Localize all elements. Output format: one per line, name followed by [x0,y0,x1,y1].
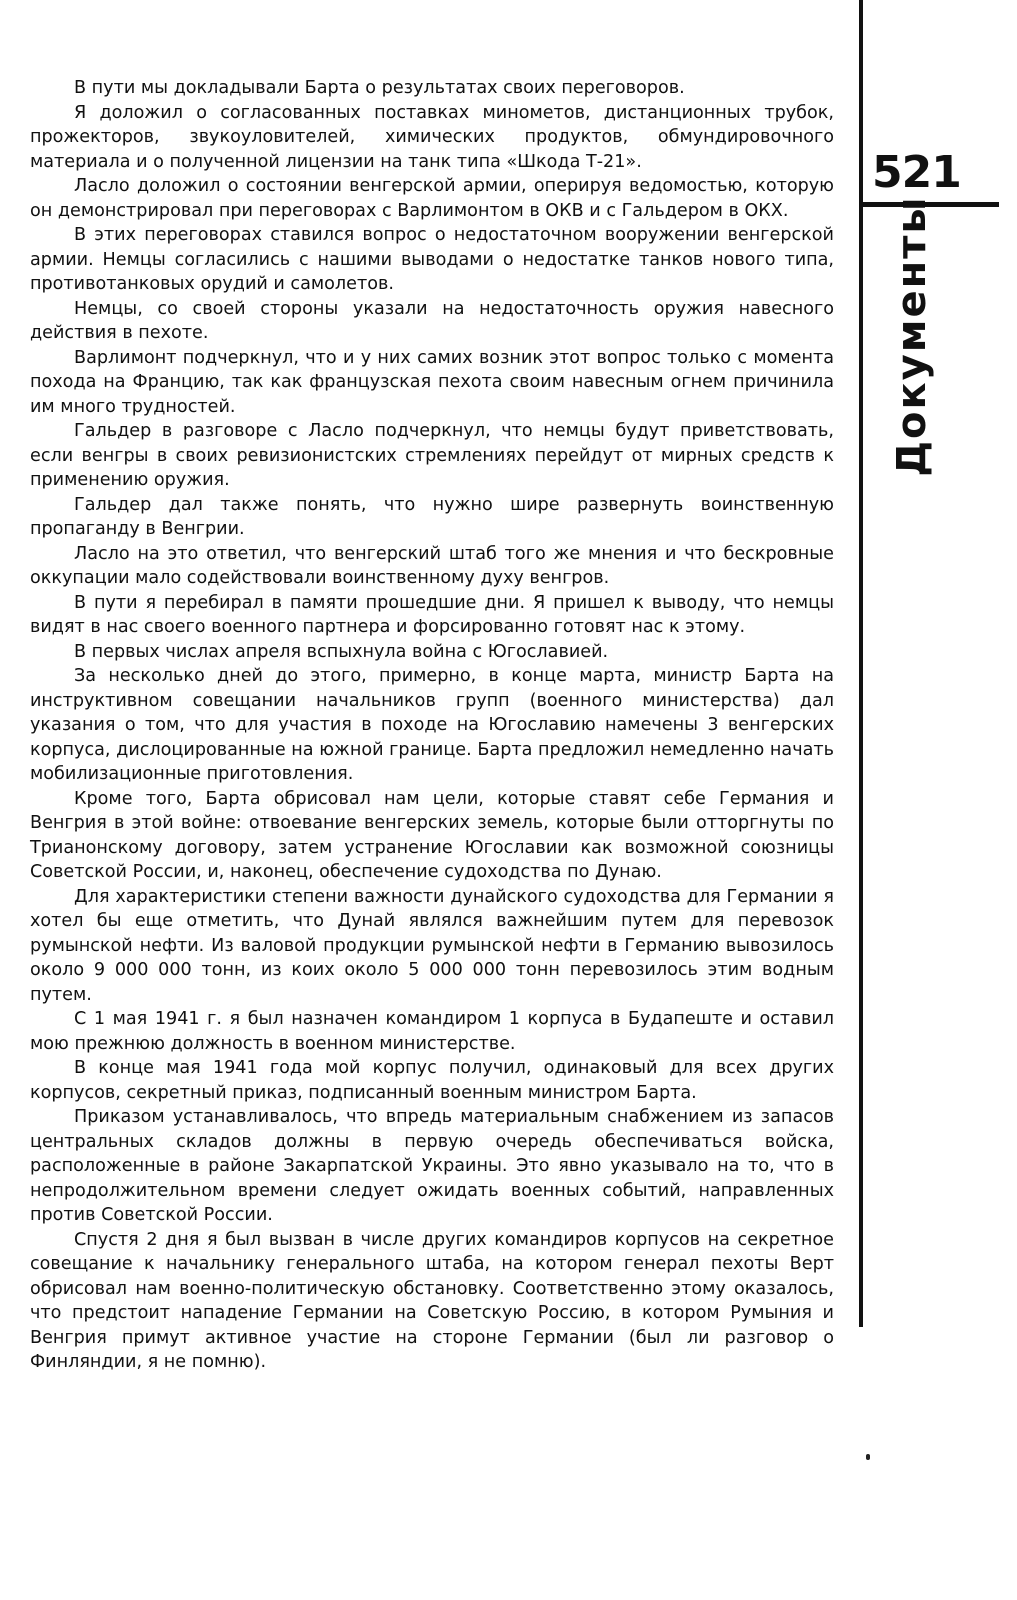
paragraph: В конце мая 1941 года мой корпус получил, одинаковый для всех других корпусов, секретный приказ, подписанный военным министром Барта. [30,1058,834,1103]
margin-rule-vertical [859,0,863,1327]
page-number: 521 [872,147,961,198]
paragraph: С 1 мая 1941 г. я был назначен командиром 1 корпуса в Будапеште и оставил мою прежнюю должность в военном министерстве. [30,1009,834,1054]
paragraph: Немцы, со своей стороны указали на недостаточность оружия навесного действия в пехоте. [30,298,834,343]
paragraph: За несколько дней до этого, примерно, в конце марта, министр Барта на инструктивном совещании начальников групп (военного министерства) дал указания о том, что для участия в походе на Югославию намечены 3 венгерских корпуса, дислоцированные на южной границе. Барта предложил немедленно начать мобилизационные приготовления. [30,666,834,784]
paragraph: В пути я перебирал в памяти прошедшие дни. Я пришел к выводу, что немцы видят в нас своего военного партнера и форсированно готовят нас к этому. [30,592,834,637]
paragraph: Ласло на это ответил, что венгерский штаб того же мнения и что бескровные оккупации мало содействовали воинственному духу венгров. [30,543,834,588]
paragraph: Гальдер дал также понять, что нужно шире развернуть воинственную пропаганду в Венгрии. [30,494,834,539]
paragraph: Гальдер в разговоре с Ласло подчеркнул, что немцы будут приветствовать, если венгры в своих ревизионистских стремлениях перейдут от мирных средств к применению оружия. [30,421,834,490]
margin-speck [866,1454,870,1460]
section-title: Документы [889,195,935,477]
paragraph: В первых числах апреля вспыхнула война с Югославией. [74,641,609,662]
paragraph: Спустя 2 дня я был вызван в числе других командиров корпусов на секретное совещание к начальнику генерального штаба, на котором генерал пехоты Верт обрисовал нам военно-политическую обстановку. Соответственно этому оказалось, что предстоит нападение Германии на Советскую Россию, в котором Румыния и Венгрия примут активное участие на стороне Германии (был ли разговор о Финляндии, я не помню). [30,1229,834,1372]
paragraph: Варлимонт подчеркнул, что и у них самих возник этот вопрос только с момента похода на Францию, так как французская пехота своим навесным огнем причинила им много трудностей. [30,347,834,417]
paragraph: Кроме того, Барта обрисовал нам цели, которые ставят себе Германия и Венгрия в этой войне: отвоевание венгерских земель, которые были отторгнуты по Трианонскому договору, затем устранение Югославии как возможной союзницы Советской России, и, наконец, обеспечение судоходства по Дунаю. [30,788,834,882]
paragraph: Ласло доложил о состоянии венгерской армии, оперируя ведомостью, которую он демонстрировал при переговорах с Варлимонтом в ОКВ и с Гальдером в ОКХ. [30,176,834,221]
paragraph: В этих переговорах ставился вопрос о недостаточном вооружении венгерской армии. Немцы согласились с нашими выводами о недостатке танков нового типа, противотанковых орудий и самолетов. [30,225,834,294]
body-text [30,76,834,1375]
paragraph: Для характеристики степени важности дунайского судоходства для Германии я хотел бы еще отметить, что Дунай являлся важнейшим путем для перевозок румынской нефти. Из валовой продукции румынской нефти в Германию вывозилось около 9 000 000 тонн, из коих около 5 000 000 тонн перевозилось этим водным путем. [30,886,834,1005]
paragraph: Приказом устанавливалось, что впредь материальным снабжением из запасов центральных складов должны в первую очередь обеспечиваться войска, расположенные в районе Закарпатской Украины. Это явно указывало на то, что в непродолжительном времени следует ожидать военных событий, направленных против Советской России. [30,1107,834,1225]
paragraph: Я доложил о согласованных поставках минометов, дистанционных трубок, прожекторов, звукоуловителей, химических продуктов, обмундировочного материала и о полученной лицензии на танк типа «Шкода Т-21». [30,102,834,172]
paragraph: В пути мы докладывали Барта о результатах своих переговоров. [74,78,685,98]
